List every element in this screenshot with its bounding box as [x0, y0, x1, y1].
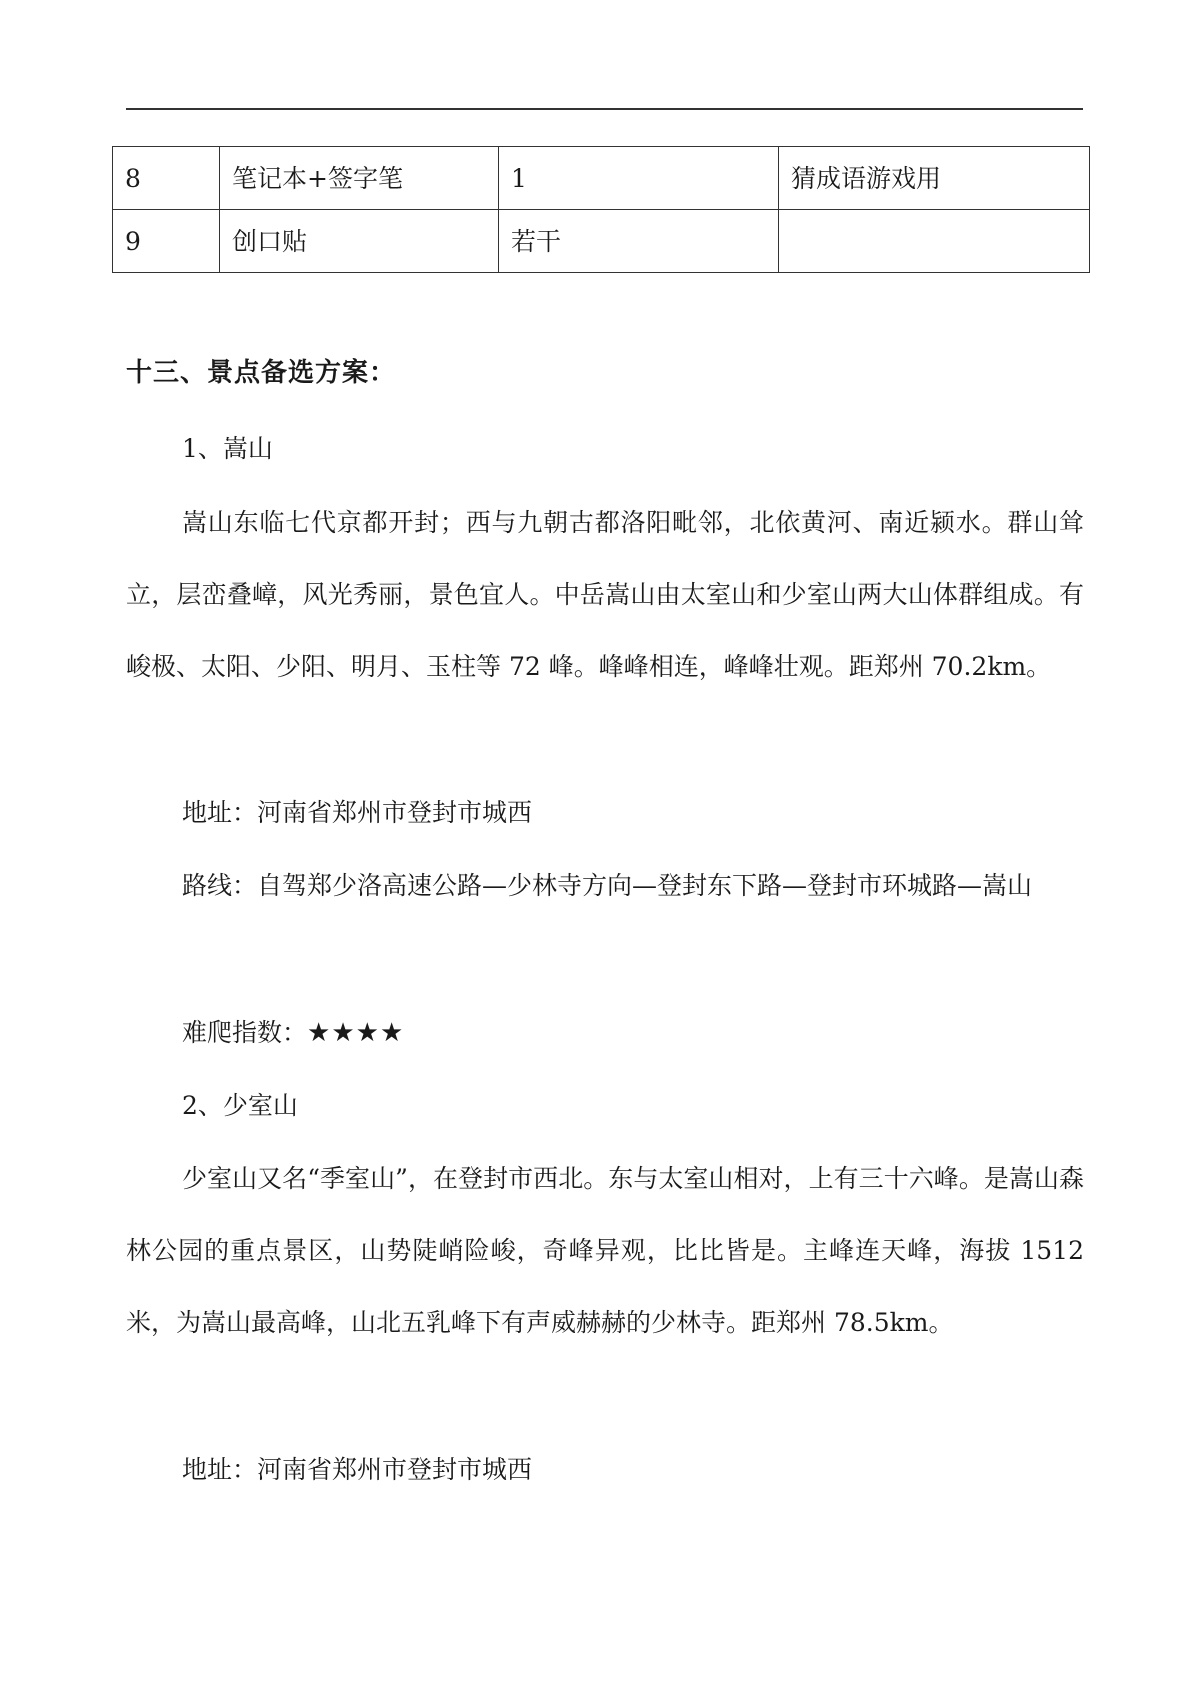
spot-address: 地址：河南省郑州市登封市城西 — [182, 1455, 533, 1484]
table-row — [113, 147, 1090, 210]
spot-route: 路线：自驾郑少洛高速公路—少林寺方向—登封东下路—登封市环城路—嵩山 — [182, 871, 1033, 900]
difficulty-rating — [126, 997, 1140, 1069]
spot-title: 1、嵩山 — [182, 434, 273, 463]
spot-title: 2、少室山 — [182, 1091, 298, 1120]
row-number: 8 — [113, 147, 220, 210]
row-note — [779, 210, 1090, 273]
row-item: 笔记本+签字笔 — [220, 147, 499, 210]
row-note: 猜成语游戏用 — [779, 147, 1090, 210]
table-row — [113, 210, 1090, 273]
header-rule — [126, 108, 1083, 110]
spot-description: 嵩山东临七代京都开封；西与九朝古都洛阳毗邻，北依黄河、南近颍水。群山耸立，层峦叠嶂，风光秀丽，景色宜人。中岳嵩山由太室山和少室山两大山体群组成。有峻极、太阳、少阳、明月、玉柱等 72 峰。峰峰相连，峰峰壮观。距郑州 70.2km。 — [126, 508, 1084, 681]
spot-address: 地址：河南省郑州市登封市城西 — [182, 798, 533, 827]
spot-description: 少室山又名“季室山”，在登封市西北。东与太室山相对，上有三十六峰。是嵩山森林公园的重点景区，山势陡峭险峻，奇峰异观，比比皆是。主峰连天峰，海拔 1512 米，为嵩山最高峰，山北五乳峰下有声威赫赫的少林寺。距郑州 78.5km。 — [126, 1164, 1084, 1337]
section-heading: 十三、景点备选方案： — [126, 358, 397, 388]
supplies-table — [112, 146, 1090, 273]
difficulty-label: 难爬指数： — [182, 1018, 308, 1047]
row-number: 9 — [113, 210, 220, 273]
row-quantity: 1 — [499, 147, 779, 210]
star-rating: ★★★★ — [307, 1018, 405, 1048]
row-quantity: 若干 — [499, 210, 779, 273]
row-item: 创口贴 — [220, 210, 499, 273]
